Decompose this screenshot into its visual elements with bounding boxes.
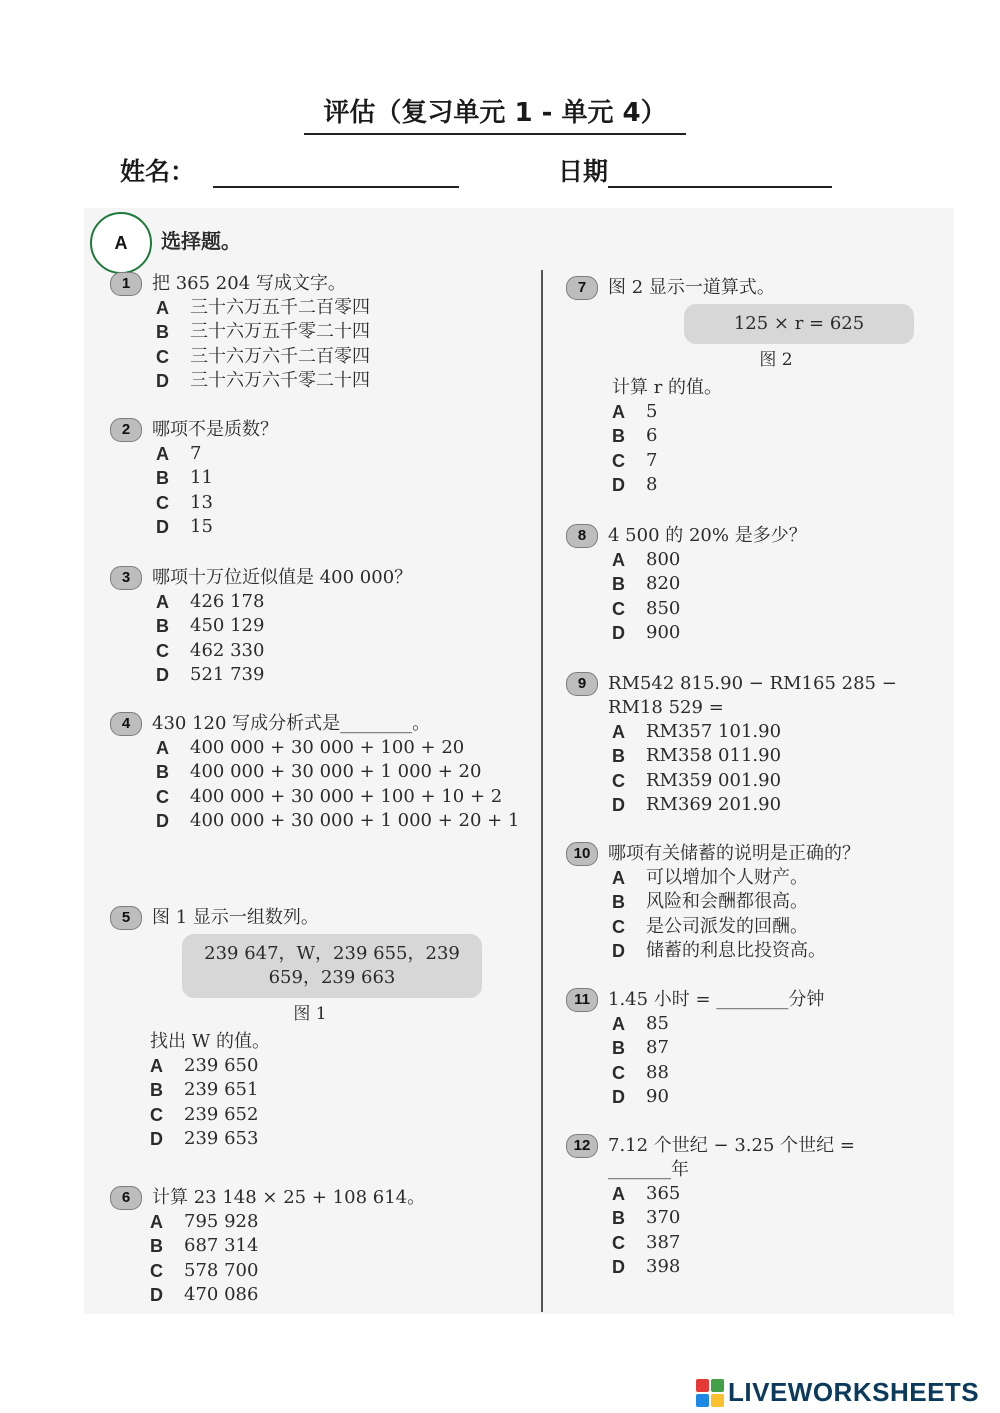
question-number: 5 (110, 906, 142, 930)
question-text: 哪项有关储蓄的说明是正确的？ (608, 843, 860, 864)
option-d[interactable]: D 398 (612, 1256, 681, 1278)
option-a[interactable]: A 800 (612, 549, 681, 570)
question-text: 7.12 个世纪 − 3.25 个世纪 = _______年 (608, 1135, 855, 1180)
question-text: 图 2 显示一道算式。 (608, 277, 775, 298)
option-c[interactable]: C 三十六万六千二百零四 (156, 345, 370, 367)
question-8 (566, 524, 956, 646)
question-number: 9 (566, 672, 598, 696)
option-c[interactable]: C 578 700 (150, 1259, 259, 1281)
question-10 (566, 842, 956, 964)
option-d[interactable]: D 521 739 (156, 664, 265, 686)
option-c[interactable]: C 13 (156, 491, 213, 513)
option-b[interactable]: B 820 (612, 573, 681, 595)
name-input-line[interactable] (213, 158, 459, 188)
date-label: 日期 (558, 157, 609, 186)
option-a[interactable]: A 三十六万五千二百零四 (156, 297, 370, 318)
question-number: 3 (110, 566, 142, 590)
question-text: 把 365 204 写成文字。 (152, 273, 346, 294)
question-5 (110, 906, 510, 1152)
question-3 (110, 566, 500, 688)
option-b[interactable]: B 450 129 (156, 615, 265, 637)
question-6 (110, 1186, 500, 1308)
question-9 (566, 672, 950, 818)
option-a[interactable]: A 795 928 (150, 1211, 259, 1232)
question-text: 1.45 小时 = ________分钟 (608, 989, 825, 1010)
question-number: 7 (566, 276, 598, 300)
figure-caption: 图 2 (759, 350, 793, 370)
option-b[interactable]: B 400 000 + 30 000 + 1 000 + 20 (156, 761, 482, 783)
question-number: 2 (110, 418, 142, 442)
liveworksheets-brand[interactable] (696, 1377, 979, 1408)
option-b[interactable]: B RM358 011.90 (612, 745, 782, 767)
option-c[interactable]: C 850 (612, 597, 681, 619)
option-b[interactable]: B 370 (612, 1207, 681, 1229)
question-text: 4 500 的 20% 是多少？ (608, 525, 807, 546)
option-d[interactable]: D 储蓄的利息比投资高。 (612, 940, 826, 962)
page-title: 评估（复习单元 1 - 单元 4） (304, 92, 686, 135)
liveworksheets-logo-icon (696, 1379, 724, 1407)
question-text: 图 1 显示一组数列。 (152, 907, 319, 928)
date-input-line[interactable] (608, 158, 832, 188)
logo-square-red (696, 1379, 709, 1392)
option-d[interactable]: D 三十六万六千零二十四 (156, 370, 370, 392)
option-b[interactable]: B 687 314 (150, 1235, 259, 1257)
option-d[interactable]: D 239 653 (150, 1128, 259, 1150)
question-4 (110, 712, 530, 834)
date-field (558, 152, 832, 188)
question-text: 哪项不是质数？ (152, 419, 278, 440)
option-b[interactable]: B 6 (612, 425, 658, 447)
name-label: 姓名： (120, 157, 196, 186)
figure-1-box: 239 647，W，239 655，239 659，239 663 (182, 934, 482, 998)
option-d[interactable]: D 400 000 + 30 000 + 1 000 + 20 + 1 (156, 810, 520, 832)
question-prompt: 找出 W 的值。 (150, 1031, 270, 1052)
option-a[interactable]: A 426 178 (156, 591, 265, 612)
option-c[interactable]: C 是公司派发的回酬。 (612, 915, 808, 937)
option-d[interactable]: D 470 086 (150, 1284, 259, 1306)
option-d[interactable]: D 90 (612, 1086, 669, 1108)
question-text: 哪项十万位近似值是 400 000？ (152, 567, 413, 588)
option-c[interactable]: C 400 000 + 30 000 + 100 + 10 + 2 (156, 785, 503, 807)
option-a[interactable]: A 可以增加个人财产。 (612, 867, 808, 888)
question-number: 11 (566, 988, 598, 1012)
option-c[interactable]: C 88 (612, 1061, 669, 1083)
option-b[interactable]: B 三十六万五千零二十四 (156, 321, 370, 343)
question-number: 12 (566, 1134, 598, 1158)
figure-caption: 图 1 (293, 1004, 327, 1024)
question-11 (566, 988, 956, 1110)
option-a[interactable]: A 365 (612, 1183, 681, 1204)
question-text: 计算 23 148 × 25 + 108 614。 (152, 1187, 426, 1208)
option-a[interactable]: A RM357 101.90 (612, 721, 782, 742)
section-heading: 选择题。 (161, 229, 241, 253)
name-field (120, 152, 459, 188)
option-a[interactable]: A 7 (156, 443, 202, 464)
option-d[interactable]: D 15 (156, 516, 213, 538)
column-divider (541, 270, 543, 1312)
brand-name: LIVEWORKSHEETS (728, 1377, 980, 1407)
option-d[interactable]: D 8 (612, 474, 658, 496)
question-text: RM542 815.90 − RM165 285 − RM18 529 = (608, 673, 897, 718)
option-a[interactable]: A 239 650 (150, 1055, 259, 1076)
option-b[interactable]: B 87 (612, 1037, 669, 1059)
option-c[interactable]: C RM359 001.90 (612, 769, 782, 791)
question-2 (110, 418, 500, 540)
option-c[interactable]: C 239 652 (150, 1103, 259, 1125)
question-1 (110, 272, 500, 394)
option-c[interactable]: C 462 330 (156, 639, 265, 661)
question-prompt: 计算 r 的值。 (612, 377, 723, 398)
option-c[interactable]: C 387 (612, 1231, 681, 1253)
logo-square-yellow (711, 1394, 724, 1407)
question-number: 8 (566, 524, 598, 548)
figure-2-box: 125 × r = 625 (684, 304, 914, 344)
option-b[interactable]: B 239 651 (150, 1079, 259, 1101)
option-b[interactable]: B 风险和会酬都很高。 (612, 891, 808, 913)
question-text: 430 120 写成分析式是________。 (152, 713, 431, 734)
logo-square-green (711, 1379, 724, 1392)
question-7 (566, 276, 926, 498)
option-a[interactable]: A 5 (612, 401, 658, 422)
question-number: 6 (110, 1186, 142, 1210)
option-d[interactable]: D 900 (612, 622, 681, 644)
question-number: 4 (110, 712, 142, 736)
section-badge: A (90, 212, 152, 274)
question-12 (566, 1134, 906, 1280)
option-d[interactable]: D RM369 201.90 (612, 794, 782, 816)
question-number: 1 (110, 272, 142, 296)
option-a[interactable]: A 400 000 + 30 000 + 100 + 20 (156, 737, 465, 758)
logo-square-blue (696, 1394, 709, 1407)
question-number: 10 (566, 842, 598, 866)
option-c[interactable]: C 7 (612, 449, 658, 471)
option-a[interactable]: A 85 (612, 1013, 669, 1034)
option-b[interactable]: B 11 (156, 467, 213, 489)
